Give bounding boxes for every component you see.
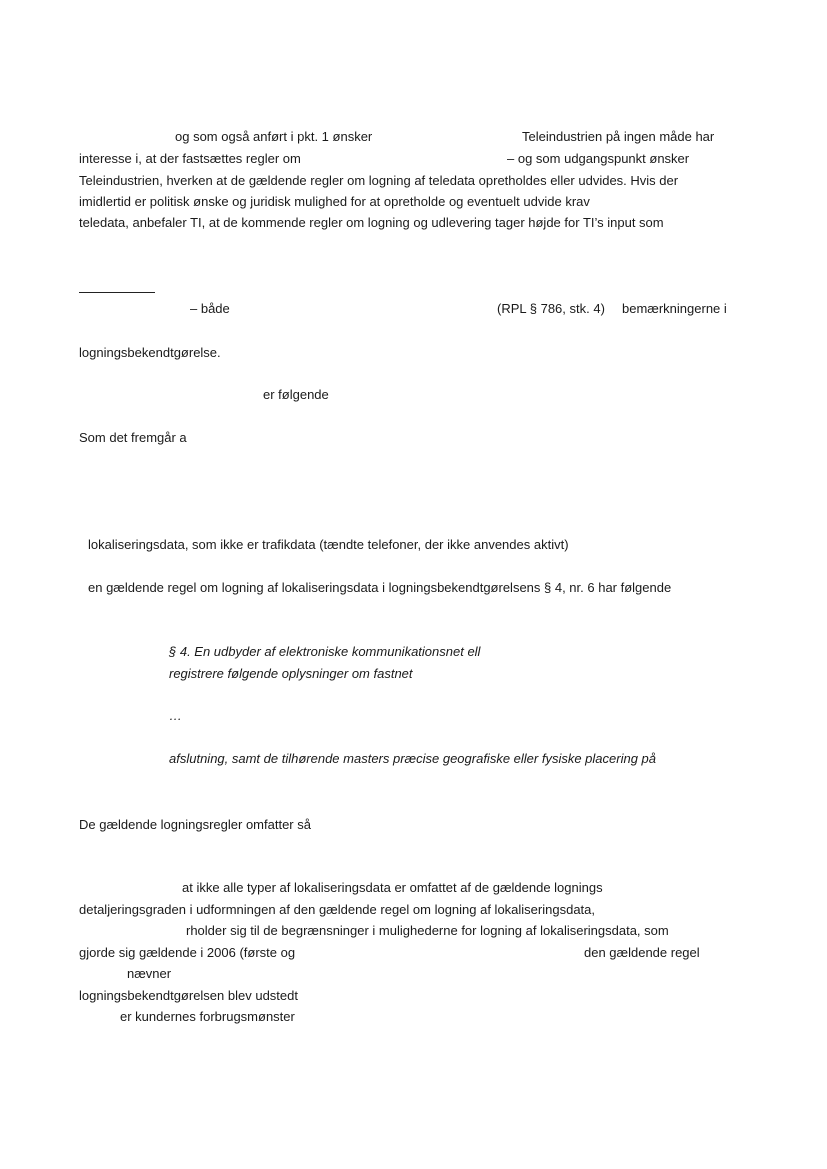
- s4-line6: nævner: [127, 966, 172, 981]
- s4-line5-a: gjorde sig gældende i 2006 (første og: [79, 945, 296, 960]
- quote-line1: § 4. En udbyder af elektroniske kommunikationsnet ell: [169, 644, 481, 659]
- s3-line1: lokaliseringsdata, som ikke er trafikdata (tændte telefoner, der ikke anvendes aktivt): [88, 537, 569, 552]
- quote-line4: afslutning, samt de tilhørende masters præcise geografiske eller fysiske placering på: [169, 751, 657, 766]
- separator-rule: [79, 292, 155, 293]
- p1-line2-b: – og som udgangspunkt ønsker: [507, 151, 690, 166]
- s2-line3: er følgende: [263, 387, 329, 402]
- p1-line5: teledata, anbefaler TI, at de kommende regler om logning og udlevering tager højde for TI’s input som: [79, 215, 664, 230]
- p1-line2-a: interesse i, at der fastsættes regler om: [79, 151, 301, 166]
- s2-line2: logningsbekendtgørelse.: [79, 345, 221, 360]
- s4-line1: De gældende logningsregler omfatter så: [79, 817, 311, 832]
- s4-line4: rholder sig til de begrænsninger i mulighederne for logning af lokaliseringsdata, som: [186, 923, 669, 938]
- s2-line1-b: (RPL § 786, stk. 4): [497, 301, 605, 316]
- s4-line2: at ikke alle typer af lokaliseringsdata er omfattet af de gældende lognings: [182, 880, 603, 895]
- s2-line4: Som det fremgår a: [79, 430, 187, 445]
- quote-line2: registrere følgende oplysninger om fastnet: [169, 666, 413, 681]
- s3-line2: en gældende regel om logning af lokaliseringsdata i logningsbekendtgørelsens § 4, nr. 6 har følgende: [88, 580, 672, 595]
- s2-line1-c: bemærkningerne i: [622, 301, 727, 316]
- s4-line7: logningsbekendtgørelsen blev udstedt: [79, 988, 298, 1003]
- p1-line1-a: og som også anført i pkt. 1 ønsker: [175, 129, 373, 144]
- s4-line5-b: den gældende regel: [584, 945, 700, 960]
- s4-line3: detaljeringsgraden i udformningen af den gældende regel om logning af lokaliseringsdata,: [79, 902, 596, 917]
- p1-line1-b: Teleindustrien på ingen måde har: [522, 129, 715, 144]
- p1-line4: imidlertid er politisk ønske og juridisk mulighed for at opretholde og eventuelt udvide krav: [79, 194, 590, 209]
- s2-line1-a: – både: [190, 301, 230, 316]
- p1-line3: Teleindustrien, hverken at de gældende regler om logning af teledata opretholdes eller udvides. Hvis der: [79, 173, 679, 188]
- s4-line8: er kundernes forbrugsmønster: [120, 1009, 295, 1024]
- quote-ellipsis: …: [169, 708, 182, 723]
